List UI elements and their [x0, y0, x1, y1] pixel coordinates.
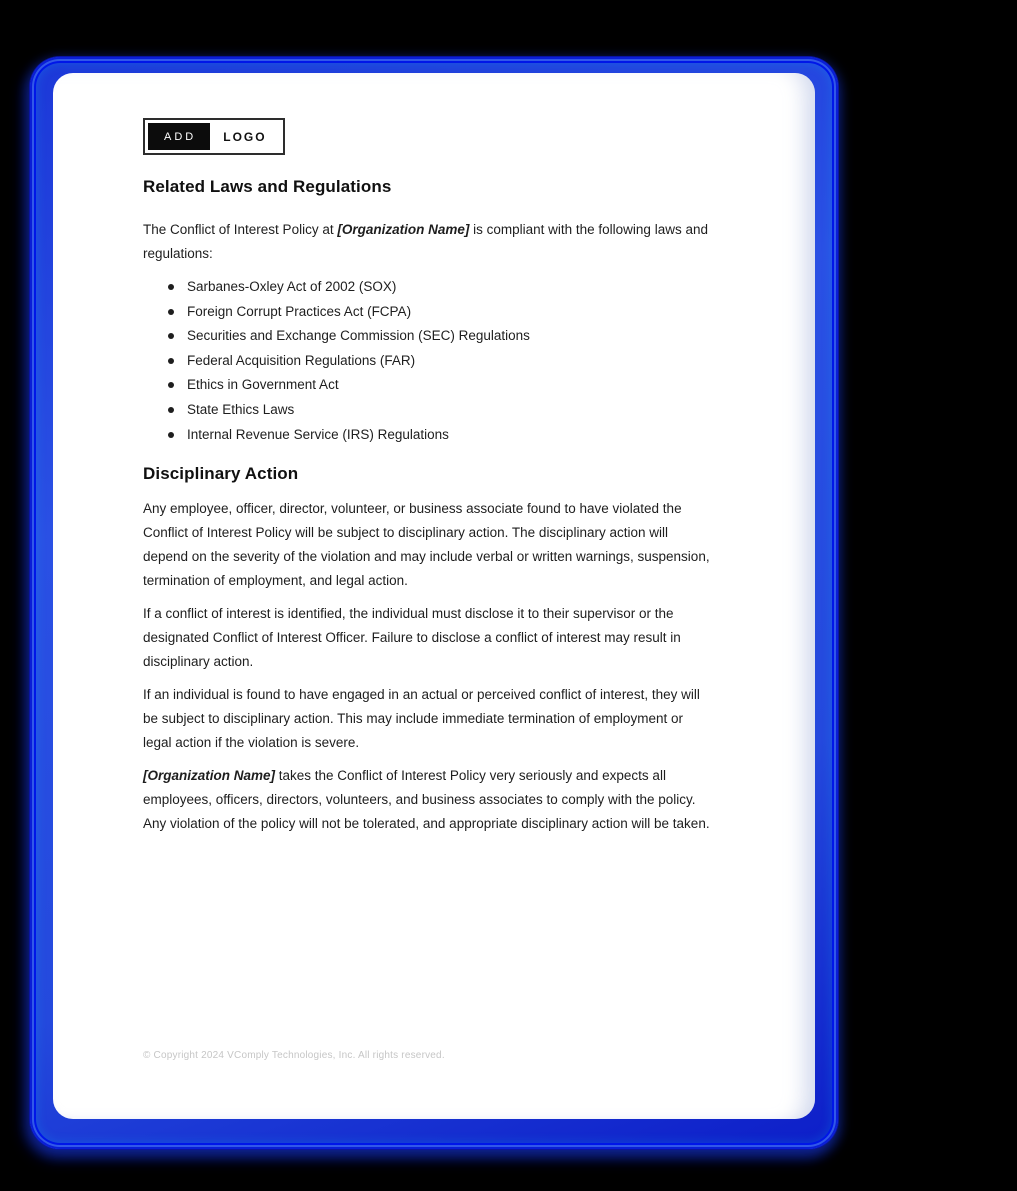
- disciplinary-paragraph-3: If an individual is found to have engaged in an actual or perceived conflict of interest, they will be subject to disciplinary action. This may include immediate termination of employment or legal action if the violation is severe.: [143, 687, 700, 751]
- add-logo-placeholder[interactable]: [143, 118, 285, 155]
- document-content: [143, 118, 713, 836]
- closing-text: takes the Conflict of Interest Policy very seriously and expects all employees, officers, directors, volunteers, and business associates to comply with the policy. Any violation of the policy will not be tolerated, and appropriate disciplinary action will be taken.: [143, 768, 710, 832]
- document-page: [53, 73, 815, 1119]
- list-item-irs: Internal Revenue Service (IRS) Regulations: [143, 423, 713, 448]
- list-item-sox: Sarbanes-Oxley Act of 2002 (SOX): [143, 275, 713, 300]
- laws-list: [143, 275, 713, 447]
- list-item-ethics-gov: Ethics in Government Act: [143, 373, 713, 398]
- intro-paragraph: [143, 218, 713, 266]
- list-item-sec: Securities and Exchange Commission (SEC) Regulations: [143, 324, 713, 349]
- organization-name-placeholder: [Organization Name]: [337, 222, 470, 237]
- list-item-state-ethics: State Ethics Laws: [143, 398, 713, 423]
- section-heading-related-laws: Related Laws and Regulations: [143, 177, 392, 196]
- intro-text-pre: The Conflict of Interest Policy at: [143, 222, 338, 237]
- logo-wordmark-label: LOGO: [223, 129, 267, 144]
- organization-name-placeholder: [Organization Name]: [143, 768, 276, 784]
- intro-text-post: is compliant with the following laws and regulations:: [143, 222, 708, 261]
- page-glow-border: [30, 57, 838, 1149]
- section-heading-disciplinary-action: Disciplinary Action: [143, 464, 299, 484]
- logo-add-label: ADD: [148, 123, 210, 150]
- disciplinary-paragraph-1: Any employee, officer, director, volunteer, or business associate found to have violated the Conflict of Interest Policy will be subject to disciplinary action. The disciplinary action will depend on the severity of the violation and may include verbal or written warnings, suspension, termination of employment, and legal action.: [143, 501, 710, 589]
- list-item-far: Federal Acquisition Regulations (FAR): [143, 349, 713, 374]
- list-item-fcpa: Foreign Corrupt Practices Act (FCPA): [143, 300, 713, 325]
- copyright-footer: © Copyright 2024 VComply Technologies, Inc. All rights reserved.: [143, 1050, 445, 1061]
- disciplinary-paragraph-4: [143, 764, 713, 836]
- disciplinary-paragraph-2: If a conflict of interest is identified, the individual must disclose it to their supervisor or the designated Conflict of Interest Officer. Failure to disclose a conflict of interest may result in disciplinary action.: [143, 606, 681, 670]
